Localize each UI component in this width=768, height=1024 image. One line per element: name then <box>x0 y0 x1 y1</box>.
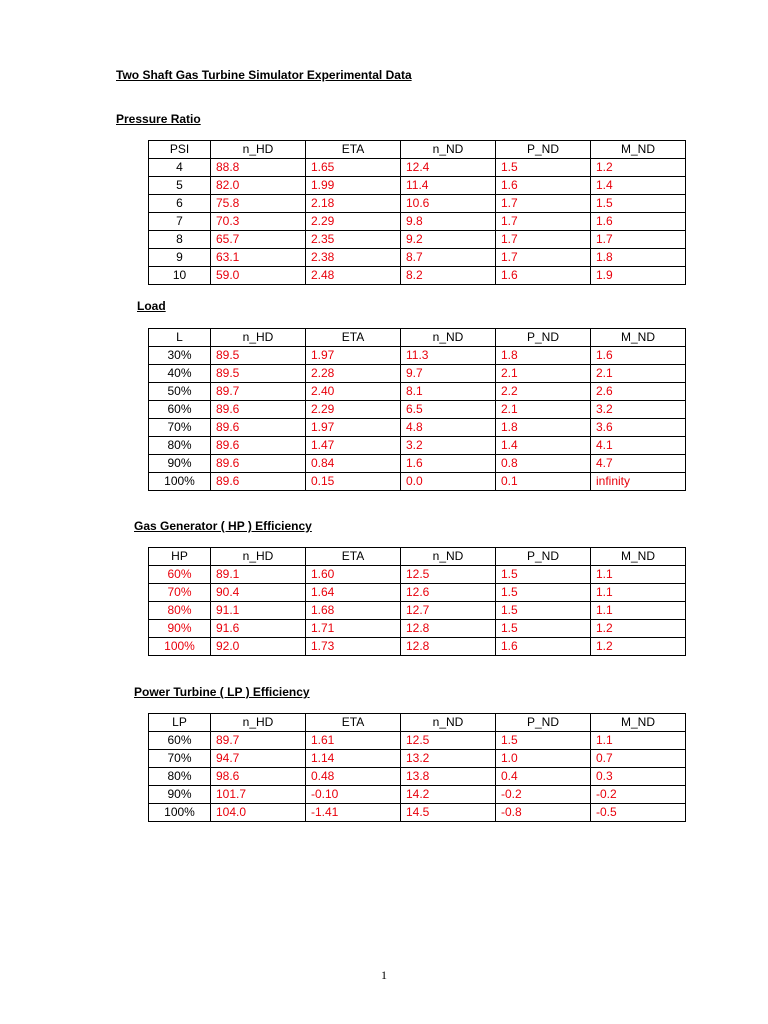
value-cell: 9.7 <box>401 365 496 383</box>
value-cell: 89.6 <box>211 437 306 455</box>
value-cell: 1.6 <box>496 638 591 656</box>
value-cell: 89.6 <box>211 473 306 491</box>
value-cell: 1.1 <box>591 732 686 750</box>
table-row <box>149 437 686 455</box>
value-cell: 2.6 <box>591 383 686 401</box>
value-cell: 2.40 <box>306 383 401 401</box>
value-cell: 1.4 <box>591 177 686 195</box>
table-row <box>149 584 686 602</box>
table-row <box>149 804 686 822</box>
value-cell: 11.4 <box>401 177 496 195</box>
column-header: ETA <box>306 714 401 732</box>
value-cell: 1.7 <box>496 213 591 231</box>
row-key-cell: 8 <box>149 231 211 249</box>
power-turbine-efficiency-table <box>148 713 686 822</box>
value-cell: 2.2 <box>496 383 591 401</box>
value-cell: 1.0 <box>496 750 591 768</box>
column-header: ETA <box>306 548 401 566</box>
column-header: n_ND <box>401 548 496 566</box>
column-header: L <box>149 329 211 347</box>
value-cell: 0.4 <box>496 768 591 786</box>
value-cell: 2.1 <box>591 365 686 383</box>
value-cell: 13.2 <box>401 750 496 768</box>
value-cell: -0.2 <box>591 786 686 804</box>
value-cell: 1.68 <box>306 602 401 620</box>
row-key-cell: 30% <box>149 347 211 365</box>
row-key-cell: 50% <box>149 383 211 401</box>
value-cell: 1.5 <box>591 195 686 213</box>
row-key-cell: 10 <box>149 267 211 285</box>
value-cell: 8.1 <box>401 383 496 401</box>
value-cell: 0.7 <box>591 750 686 768</box>
value-cell: 88.8 <box>211 159 306 177</box>
value-cell: 9.2 <box>401 231 496 249</box>
value-cell: 1.6 <box>591 213 686 231</box>
value-cell: 3.2 <box>401 437 496 455</box>
row-key-cell: 9 <box>149 249 211 267</box>
table-row <box>149 213 686 231</box>
table-row <box>149 401 686 419</box>
table-row <box>149 383 686 401</box>
value-cell: 0.0 <box>401 473 496 491</box>
row-key-cell: 100% <box>149 638 211 656</box>
value-cell: -0.8 <box>496 804 591 822</box>
section-heading-power-turbine-efficiency: Power Turbine ( LP ) Efficiency <box>134 685 310 699</box>
value-cell: 2.38 <box>306 249 401 267</box>
row-key-cell: 100% <box>149 804 211 822</box>
row-key-cell: 70% <box>149 750 211 768</box>
column-header: ETA <box>306 329 401 347</box>
value-cell: 0.8 <box>496 455 591 473</box>
value-cell: 3.2 <box>591 401 686 419</box>
value-cell: 1.2 <box>591 638 686 656</box>
value-cell: 1.60 <box>306 566 401 584</box>
column-header: P_ND <box>496 548 591 566</box>
value-cell: 1.8 <box>496 347 591 365</box>
value-cell: 89.7 <box>211 383 306 401</box>
value-cell: 104.0 <box>211 804 306 822</box>
column-header: LP <box>149 714 211 732</box>
value-cell: 92.0 <box>211 638 306 656</box>
load-table <box>148 328 686 491</box>
column-header: n_HD <box>211 329 306 347</box>
table-row <box>149 159 686 177</box>
value-cell: 1.65 <box>306 159 401 177</box>
table-row <box>149 786 686 804</box>
value-cell: 1.47 <box>306 437 401 455</box>
table-row <box>149 750 686 768</box>
value-cell: 1.97 <box>306 419 401 437</box>
value-cell: 0.15 <box>306 473 401 491</box>
table-row <box>149 347 686 365</box>
page-number: 1 <box>381 968 387 982</box>
value-cell: 82.0 <box>211 177 306 195</box>
value-cell: 9.8 <box>401 213 496 231</box>
value-cell: 1.7 <box>496 231 591 249</box>
table-header-row <box>149 548 686 566</box>
value-cell: 1.1 <box>591 602 686 620</box>
value-cell: 8.7 <box>401 249 496 267</box>
value-cell: 65.7 <box>211 231 306 249</box>
value-cell: 1.2 <box>591 620 686 638</box>
value-cell: 1.1 <box>591 566 686 584</box>
value-cell: 2.29 <box>306 213 401 231</box>
row-key-cell: 90% <box>149 786 211 804</box>
value-cell: 1.6 <box>591 347 686 365</box>
table-row <box>149 455 686 473</box>
document-title: Two Shaft Gas Turbine Simulator Experimental Data <box>116 68 412 82</box>
row-key-cell: 5 <box>149 177 211 195</box>
row-key-cell: 6 <box>149 195 211 213</box>
table-row <box>149 177 686 195</box>
value-cell: -0.10 <box>306 786 401 804</box>
table-header-row <box>149 329 686 347</box>
value-cell: 4.7 <box>591 455 686 473</box>
column-header: ETA <box>306 141 401 159</box>
value-cell: 1.5 <box>496 566 591 584</box>
value-cell: 14.2 <box>401 786 496 804</box>
value-cell: 12.8 <box>401 638 496 656</box>
value-cell: 12.7 <box>401 602 496 620</box>
table-row <box>149 566 686 584</box>
table-row <box>149 267 686 285</box>
section-heading-gas-generator-efficiency: Gas Generator ( HP ) Efficiency <box>134 519 312 533</box>
value-cell: 14.5 <box>401 804 496 822</box>
column-header: M_ND <box>591 714 686 732</box>
value-cell: 2.28 <box>306 365 401 383</box>
value-cell: 98.6 <box>211 768 306 786</box>
row-key-cell: 60% <box>149 732 211 750</box>
table-row <box>149 638 686 656</box>
table-row <box>149 195 686 213</box>
value-cell: 12.6 <box>401 584 496 602</box>
value-cell: 90.4 <box>211 584 306 602</box>
column-header: n_HD <box>211 548 306 566</box>
column-header: P_ND <box>496 329 591 347</box>
row-key-cell: 60% <box>149 401 211 419</box>
value-cell: 2.35 <box>306 231 401 249</box>
row-key-cell: 80% <box>149 602 211 620</box>
value-cell: 91.6 <box>211 620 306 638</box>
value-cell: 89.5 <box>211 347 306 365</box>
row-key-cell: 4 <box>149 159 211 177</box>
value-cell: 3.6 <box>591 419 686 437</box>
value-cell: 1.99 <box>306 177 401 195</box>
table-row <box>149 249 686 267</box>
column-header: n_ND <box>401 141 496 159</box>
row-key-cell: 80% <box>149 437 211 455</box>
value-cell: 1.8 <box>496 419 591 437</box>
row-key-cell: 40% <box>149 365 211 383</box>
value-cell: 4.1 <box>591 437 686 455</box>
value-cell: 1.71 <box>306 620 401 638</box>
value-cell: 89.6 <box>211 455 306 473</box>
value-cell: 2.29 <box>306 401 401 419</box>
value-cell: 12.4 <box>401 159 496 177</box>
value-cell: 1.6 <box>496 177 591 195</box>
column-header: M_ND <box>591 329 686 347</box>
table-row <box>149 419 686 437</box>
value-cell: 10.6 <box>401 195 496 213</box>
section-heading-load: Load <box>137 299 166 313</box>
row-key-cell: 7 <box>149 213 211 231</box>
column-header: P_ND <box>496 714 591 732</box>
value-cell: 1.61 <box>306 732 401 750</box>
value-cell: -1.41 <box>306 804 401 822</box>
value-cell: 1.5 <box>496 159 591 177</box>
value-cell: 1.2 <box>591 159 686 177</box>
section-heading-pressure-ratio: Pressure Ratio <box>116 112 201 126</box>
value-cell: 6.5 <box>401 401 496 419</box>
value-cell: 1.5 <box>496 584 591 602</box>
value-cell: 89.7 <box>211 732 306 750</box>
value-cell: 0.84 <box>306 455 401 473</box>
pressure-ratio-table <box>148 140 686 285</box>
column-header: n_HD <box>211 141 306 159</box>
row-key-cell: 70% <box>149 584 211 602</box>
value-cell: 1.7 <box>496 249 591 267</box>
table-header-row <box>149 714 686 732</box>
column-header: P_ND <box>496 141 591 159</box>
value-cell: 63.1 <box>211 249 306 267</box>
value-cell: 1.4 <box>496 437 591 455</box>
value-cell: 1.64 <box>306 584 401 602</box>
value-cell: 13.8 <box>401 768 496 786</box>
value-cell: 91.1 <box>211 602 306 620</box>
value-cell: 12.5 <box>401 566 496 584</box>
value-cell: 11.3 <box>401 347 496 365</box>
row-key-cell: 90% <box>149 455 211 473</box>
value-cell: 101.7 <box>211 786 306 804</box>
table-row <box>149 473 686 491</box>
row-key-cell: 100% <box>149 473 211 491</box>
value-cell: 1.6 <box>401 455 496 473</box>
value-cell: 70.3 <box>211 213 306 231</box>
row-key-cell: 80% <box>149 768 211 786</box>
column-header: M_ND <box>591 548 686 566</box>
column-header: HP <box>149 548 211 566</box>
column-header: n_HD <box>211 714 306 732</box>
row-key-cell: 70% <box>149 419 211 437</box>
value-cell: 89.5 <box>211 365 306 383</box>
value-cell: 89.1 <box>211 566 306 584</box>
table-header-row <box>149 141 686 159</box>
value-cell: 89.6 <box>211 419 306 437</box>
value-cell: 59.0 <box>211 267 306 285</box>
table-row <box>149 732 686 750</box>
value-cell: 12.5 <box>401 732 496 750</box>
value-cell: 1.8 <box>591 249 686 267</box>
column-header: n_ND <box>401 714 496 732</box>
value-cell: 12.8 <box>401 620 496 638</box>
row-key-cell: 90% <box>149 620 211 638</box>
value-cell: 1.5 <box>496 602 591 620</box>
value-cell: 1.73 <box>306 638 401 656</box>
value-cell: 89.6 <box>211 401 306 419</box>
value-cell: 0.1 <box>496 473 591 491</box>
value-cell: 8.2 <box>401 267 496 285</box>
value-cell: 1.5 <box>496 620 591 638</box>
value-cell: 4.8 <box>401 419 496 437</box>
column-header: M_ND <box>591 141 686 159</box>
column-header: n_ND <box>401 329 496 347</box>
value-cell: 2.1 <box>496 401 591 419</box>
value-cell: 1.5 <box>496 732 591 750</box>
value-cell: infinity <box>591 473 686 491</box>
column-header: PSI <box>149 141 211 159</box>
value-cell: 1.9 <box>591 267 686 285</box>
table-row <box>149 231 686 249</box>
value-cell: 75.8 <box>211 195 306 213</box>
value-cell: 0.3 <box>591 768 686 786</box>
value-cell: -0.5 <box>591 804 686 822</box>
value-cell: 1.7 <box>496 195 591 213</box>
value-cell: -0.2 <box>496 786 591 804</box>
value-cell: 1.1 <box>591 584 686 602</box>
table-row <box>149 365 686 383</box>
table-row <box>149 620 686 638</box>
value-cell: 2.18 <box>306 195 401 213</box>
value-cell: 1.97 <box>306 347 401 365</box>
value-cell: 1.7 <box>591 231 686 249</box>
value-cell: 1.6 <box>496 267 591 285</box>
gas-generator-efficiency-table <box>148 547 686 656</box>
row-key-cell: 60% <box>149 566 211 584</box>
value-cell: 1.14 <box>306 750 401 768</box>
value-cell: 0.48 <box>306 768 401 786</box>
value-cell: 2.1 <box>496 365 591 383</box>
table-row <box>149 602 686 620</box>
value-cell: 94.7 <box>211 750 306 768</box>
value-cell: 2.48 <box>306 267 401 285</box>
table-row <box>149 768 686 786</box>
